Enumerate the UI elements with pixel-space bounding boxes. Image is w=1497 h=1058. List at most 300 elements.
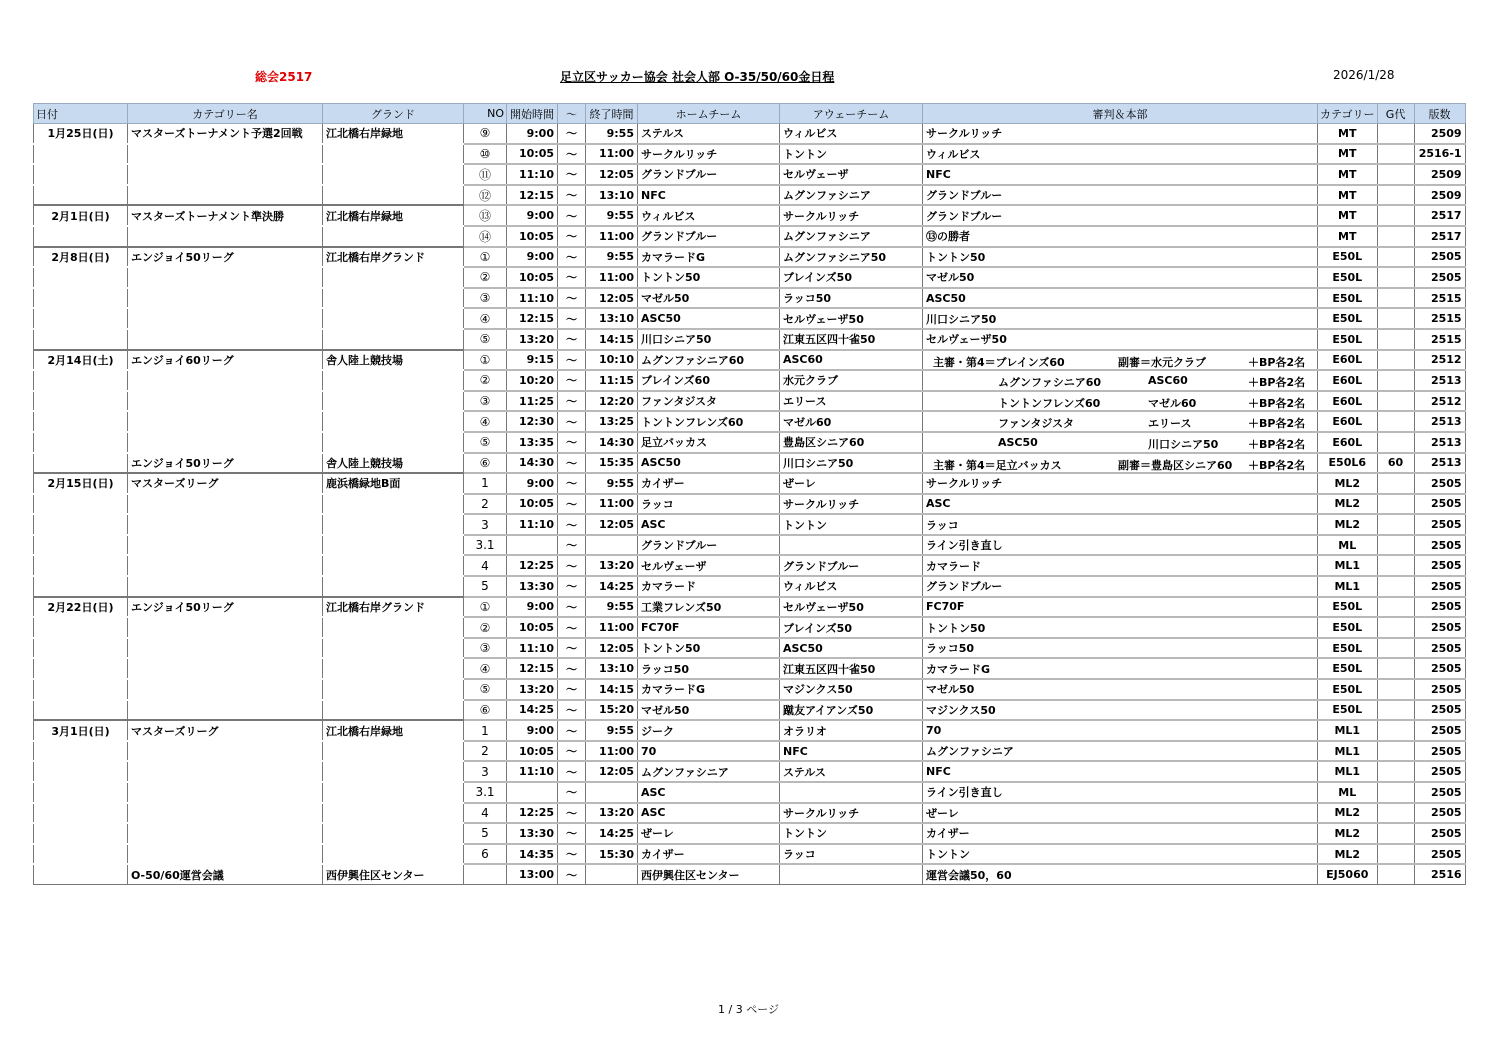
- cell-ground: 江北橋右岸グランド: [323, 597, 464, 618]
- cell-category-code: E60L: [1318, 370, 1378, 391]
- cell-home-team: ASC: [638, 803, 780, 824]
- cell-tilde: ～: [558, 411, 586, 432]
- cell-category-name: [128, 288, 323, 309]
- cell-version: 2505: [1414, 782, 1465, 803]
- cell-tilde: ～: [558, 432, 586, 453]
- cell-ground-fee: [1377, 329, 1414, 350]
- cell-category-name: [128, 370, 323, 391]
- cell-start-time: 12:25: [507, 555, 558, 576]
- cell-tilde: ～: [558, 617, 586, 638]
- table-row: [34, 494, 1466, 515]
- cell-referee: FC70F: [923, 597, 1318, 618]
- cell-away-team: ラッコ50: [780, 288, 923, 309]
- cell-category-code: ML1: [1318, 720, 1378, 741]
- cell-date: [34, 370, 128, 391]
- cell-no: ②: [464, 617, 507, 638]
- cell-tilde: ～: [558, 267, 586, 288]
- cell-date: 3月1日(日): [34, 720, 128, 741]
- cell-home-team: カマラードG: [638, 247, 780, 268]
- col-header-start-time: 開始時間: [507, 104, 558, 124]
- cell-start-time: 11:10: [507, 514, 558, 535]
- cell-ground-fee: [1377, 679, 1414, 700]
- referee-assistant: 副審＝豊島区シニア60: [1118, 458, 1233, 472]
- cell-ground-fee: [1377, 761, 1414, 782]
- cell-category-name: [128, 494, 323, 515]
- cell-category-code: E50L: [1318, 329, 1378, 350]
- cell-category-name: [128, 617, 323, 638]
- cell-ground-fee: [1377, 226, 1414, 247]
- cell-ground-fee: [1377, 124, 1414, 144]
- cell-no: ①: [464, 597, 507, 618]
- cell-category-name: [128, 803, 323, 824]
- cell-ground-fee: [1377, 535, 1414, 556]
- cell-end-time: 14:30: [586, 432, 638, 453]
- cell-category-code: EJ5060: [1318, 864, 1378, 884]
- referee-main: 主審・第4＝足立バッカス: [933, 458, 1062, 472]
- cell-category-name: マスターズトーナメント準決勝: [128, 205, 323, 226]
- table-row: [34, 288, 1466, 309]
- cell-category-code: MT: [1318, 205, 1378, 226]
- cell-start-time: 10:05: [507, 144, 558, 165]
- cell-date: [34, 658, 128, 679]
- cell-start-time: 13:20: [507, 329, 558, 350]
- cell-date: [34, 164, 128, 185]
- cell-tilde: ～: [558, 679, 586, 700]
- table-row: [34, 864, 1466, 884]
- cell-ground-fee: [1377, 803, 1414, 824]
- cell-referee: サークルリッチ: [923, 124, 1318, 144]
- cell-end-time: 11:00: [586, 267, 638, 288]
- referee-assistant: 副審＝水元クラブ: [1118, 355, 1206, 369]
- cell-date: 2月14日(土): [34, 350, 128, 371]
- cell-start-time: 13:30: [507, 823, 558, 844]
- cell-version: 2505: [1414, 700, 1465, 721]
- cell-start-time: 10:05: [507, 617, 558, 638]
- cell-home-team: ステルス: [638, 124, 780, 144]
- cell-category-name: [128, 185, 323, 206]
- cell-category-name: [128, 844, 323, 865]
- cell-home-team: 工業フレンズ50: [638, 597, 780, 618]
- cell-ground: [323, 432, 464, 453]
- cell-ground-fee: [1377, 864, 1414, 884]
- cell-date: [34, 185, 128, 206]
- col-header-category-code: カテゴリー: [1318, 104, 1378, 124]
- cell-referee: グランドブルー: [923, 185, 1318, 206]
- cell-end-time: 11:00: [586, 494, 638, 515]
- cell-date: 2月15日(日): [34, 473, 128, 494]
- cell-end-time: 11:00: [586, 741, 638, 762]
- cell-ground: 舎人陸上競技場: [323, 350, 464, 371]
- cell-start-time: 13:20: [507, 679, 558, 700]
- cell-referee: ムグンファシニア: [923, 741, 1318, 762]
- cell-category-name: エンジョイ60リーグ: [128, 350, 323, 371]
- cell-ground: [323, 803, 464, 824]
- cell-away-team: ムグンファシニア50: [780, 247, 923, 268]
- cell-category-code: MT: [1318, 124, 1378, 144]
- cell-start-time: 12:25: [507, 803, 558, 824]
- cell-tilde: ～: [558, 370, 586, 391]
- cell-end-time: 12:05: [586, 761, 638, 782]
- cell-end-time: [586, 535, 638, 556]
- cell-ground-fee: [1377, 700, 1414, 721]
- cell-away-team: ウィルビス: [780, 576, 923, 597]
- cell-category-code: ML2: [1318, 494, 1378, 515]
- cell-ground: [323, 782, 464, 803]
- cell-tilde: ～: [558, 124, 586, 144]
- cell-no: ⑬: [464, 205, 507, 226]
- cell-away-team: サークルリッチ: [780, 494, 923, 515]
- cell-ground-fee: [1377, 823, 1414, 844]
- cell-ground: [323, 638, 464, 659]
- cell-away-team: エリース: [780, 391, 923, 412]
- col-header-ground-fee: G代: [1377, 104, 1414, 124]
- cell-home-team: カイザー: [638, 844, 780, 865]
- cell-tilde: ～: [558, 720, 586, 741]
- cell-ground: [323, 555, 464, 576]
- cell-category-name: O-50/60運営会議: [128, 864, 323, 884]
- cell-away-team: NFC: [780, 741, 923, 762]
- cell-no: ②: [464, 370, 507, 391]
- cell-start-time: 9:00: [507, 720, 558, 741]
- cell-version: 2505: [1414, 514, 1465, 535]
- cell-ground: [323, 761, 464, 782]
- cell-ground-fee: [1377, 288, 1414, 309]
- cell-end-time: 12:05: [586, 288, 638, 309]
- cell-start-time: 9:00: [507, 473, 558, 494]
- cell-away-team: セルヴェーザ: [780, 164, 923, 185]
- cell-start-time: 11:10: [507, 638, 558, 659]
- referee-bp: ＋BP各2名: [1248, 417, 1306, 431]
- table-row: [34, 391, 1466, 412]
- cell-no: ①: [464, 350, 507, 371]
- cell-category-name: [128, 700, 323, 721]
- cell-home-team: 足立バッカス: [638, 432, 780, 453]
- cell-tilde: ～: [558, 782, 586, 803]
- cell-tilde: ～: [558, 700, 586, 721]
- table-row: [34, 700, 1466, 721]
- cell-ground-fee: [1377, 658, 1414, 679]
- cell-ground-fee: [1377, 247, 1414, 268]
- cell-referee: カイザー: [923, 823, 1318, 844]
- cell-date: [34, 617, 128, 638]
- cell-start-time: 14:25: [507, 700, 558, 721]
- cell-category-name: エンジョイ50リーグ: [128, 247, 323, 268]
- cell-category-code: MT: [1318, 144, 1378, 165]
- cell-category-name: [128, 555, 323, 576]
- cell-no: 1: [464, 473, 507, 494]
- cell-end-time: 11:00: [586, 226, 638, 247]
- referee-bp: ＋BP各2名: [1248, 437, 1306, 451]
- referee-main: ムグンファシニア60: [998, 376, 1102, 390]
- cell-ground: [323, 617, 464, 638]
- cell-referee: グランドブルー: [923, 576, 1318, 597]
- cell-ground: [323, 267, 464, 288]
- cell-no: 2: [464, 494, 507, 515]
- table-body: [34, 124, 1466, 885]
- cell-version: 2516-1: [1414, 144, 1465, 165]
- cell-version: 2505: [1414, 679, 1465, 700]
- cell-away-team: 江東五区四十雀50: [780, 329, 923, 350]
- table-row: [34, 370, 1466, 391]
- cell-referee: 川口シニア50: [923, 308, 1318, 329]
- cell-away-team: ブレインズ50: [780, 617, 923, 638]
- cell-category-name: [128, 823, 323, 844]
- cell-date: [34, 679, 128, 700]
- cell-away-team: ステルス: [780, 761, 923, 782]
- referee-bp: ＋BP各2名: [1248, 355, 1306, 369]
- cell-tilde: ～: [558, 576, 586, 597]
- cell-category-code: MT: [1318, 164, 1378, 185]
- cell-date: [34, 288, 128, 309]
- table-row: [34, 576, 1466, 597]
- cell-tilde: ～: [558, 473, 586, 494]
- cell-tilde: ～: [558, 658, 586, 679]
- cell-home-team: NFC: [638, 185, 780, 206]
- table-row: [34, 205, 1466, 226]
- cell-away-team: ブレインズ50: [780, 267, 923, 288]
- cell-referee: 運営会議50，60: [923, 864, 1318, 884]
- cell-end-time: 13:20: [586, 555, 638, 576]
- cell-version: 2505: [1414, 823, 1465, 844]
- cell-version: 2505: [1414, 741, 1465, 762]
- cell-category-code: MT: [1318, 226, 1378, 247]
- cell-tilde: ～: [558, 391, 586, 412]
- cell-tilde: ～: [558, 803, 586, 824]
- cell-start-time: 13:30: [507, 576, 558, 597]
- cell-away-team: セルヴェーザ50: [780, 308, 923, 329]
- cell-category-name: [128, 267, 323, 288]
- cell-start-time: 14:30: [507, 453, 558, 474]
- cell-category-name: [128, 226, 323, 247]
- cell-referee: [923, 453, 1318, 474]
- cell-category-code: E60L: [1318, 411, 1378, 432]
- cell-category-name: マスターズトーナメント予選2回戦: [128, 124, 323, 144]
- cell-date: [34, 411, 128, 432]
- cell-away-team: 蹴友アイアンズ50: [780, 700, 923, 721]
- cell-no: ④: [464, 308, 507, 329]
- table-row: [34, 453, 1466, 474]
- cell-start-time: 14:35: [507, 844, 558, 865]
- cell-ground-fee: [1377, 370, 1414, 391]
- cell-referee: カマラード: [923, 555, 1318, 576]
- cell-tilde: ～: [558, 494, 586, 515]
- cell-referee: ウィルビス: [923, 144, 1318, 165]
- cell-ground: 鹿浜橋緑地B面: [323, 473, 464, 494]
- cell-ground-fee: [1377, 514, 1414, 535]
- cell-category-code: E50L6: [1318, 453, 1378, 474]
- cell-home-team: ジーク: [638, 720, 780, 741]
- cell-home-team: トントン50: [638, 267, 780, 288]
- cell-end-time: [586, 864, 638, 884]
- cell-category-code: ML1: [1318, 761, 1378, 782]
- cell-ground-fee: [1377, 576, 1414, 597]
- cell-ground: [323, 226, 464, 247]
- cell-away-team: ぜーレ: [780, 473, 923, 494]
- col-header-away-team: アウェーチーム: [780, 104, 923, 124]
- cell-tilde: ～: [558, 741, 586, 762]
- cell-tilde: ～: [558, 308, 586, 329]
- cell-ground: [323, 844, 464, 865]
- cell-tilde: ～: [558, 329, 586, 350]
- table-row: [34, 432, 1466, 453]
- cell-version: 2505: [1414, 555, 1465, 576]
- cell-category-name: [128, 514, 323, 535]
- cell-date: [34, 638, 128, 659]
- table-row: [34, 535, 1466, 556]
- cell-ground-fee: [1377, 164, 1414, 185]
- page-title: 足立区サッカー協会 社会人部 O-35/50/60金日程: [560, 70, 835, 84]
- cell-referee: [923, 370, 1318, 391]
- cell-category-name: [128, 308, 323, 329]
- cell-home-team: マゼル50: [638, 288, 780, 309]
- cell-category-name: [128, 329, 323, 350]
- cell-referee: ライン引き直し: [923, 535, 1318, 556]
- cell-category-name: エンジョイ50リーグ: [128, 453, 323, 474]
- cell-home-team: ASC50: [638, 308, 780, 329]
- cell-end-time: 9:55: [586, 247, 638, 268]
- cell-category-code: E50L: [1318, 267, 1378, 288]
- cell-category-code: MT: [1318, 185, 1378, 206]
- cell-category-code: E50L: [1318, 247, 1378, 268]
- cell-ground: [323, 288, 464, 309]
- table-row: [34, 638, 1466, 659]
- cell-end-time: 9:55: [586, 720, 638, 741]
- cell-category-code: E50L: [1318, 658, 1378, 679]
- cell-referee: [923, 391, 1318, 412]
- cell-end-time: 14:15: [586, 679, 638, 700]
- table-row: [34, 164, 1466, 185]
- cell-referee: 70: [923, 720, 1318, 741]
- cell-referee: [923, 432, 1318, 453]
- cell-end-time: 12:05: [586, 514, 638, 535]
- cell-version: 2505: [1414, 803, 1465, 824]
- cell-category-code: E50L: [1318, 679, 1378, 700]
- cell-ground: 江北橋右岸緑地: [323, 124, 464, 144]
- table-row: [34, 514, 1466, 535]
- cell-end-time: 12:20: [586, 391, 638, 412]
- cell-tilde: ～: [558, 514, 586, 535]
- cell-start-time: 12:15: [507, 308, 558, 329]
- cell-version: 2513: [1414, 432, 1465, 453]
- cell-away-team: [780, 535, 923, 556]
- cell-category-code: ML2: [1318, 803, 1378, 824]
- cell-category-code: ML1: [1318, 576, 1378, 597]
- cell-version: 2505: [1414, 597, 1465, 618]
- cell-tilde: ～: [558, 638, 586, 659]
- cell-away-team: グランドブルー: [780, 555, 923, 576]
- cell-version: 2505: [1414, 247, 1465, 268]
- cell-start-time: 10:05: [507, 741, 558, 762]
- cell-referee: トントン50: [923, 617, 1318, 638]
- cell-referee: カマラードG: [923, 658, 1318, 679]
- cell-tilde: ～: [558, 205, 586, 226]
- cell-home-team: ラッコ: [638, 494, 780, 515]
- cell-away-team: ウィルビス: [780, 124, 923, 144]
- cell-home-team: ムグンファシニア60: [638, 350, 780, 371]
- cell-start-time: 9:00: [507, 124, 558, 144]
- cell-ground-fee: [1377, 411, 1414, 432]
- cell-home-team: FC70F: [638, 617, 780, 638]
- cell-category-code: ML2: [1318, 473, 1378, 494]
- cell-no: ④: [464, 658, 507, 679]
- cell-date: [34, 555, 128, 576]
- cell-version: 2513: [1414, 411, 1465, 432]
- cell-ground-fee: 60: [1377, 453, 1414, 474]
- cell-no: 3: [464, 761, 507, 782]
- cell-away-team: ラッコ: [780, 844, 923, 865]
- cell-category-code: E50L: [1318, 617, 1378, 638]
- cell-category-code: E50L: [1318, 597, 1378, 618]
- cell-start-time: 12:15: [507, 185, 558, 206]
- cell-ground-fee: [1377, 638, 1414, 659]
- cell-date: 2月8日(日): [34, 247, 128, 268]
- cell-version: 2505: [1414, 494, 1465, 515]
- cell-no: 2: [464, 741, 507, 762]
- cell-category-code: ML2: [1318, 823, 1378, 844]
- cell-referee: ASC50: [923, 288, 1318, 309]
- cell-ground: [323, 679, 464, 700]
- cell-ground-fee: [1377, 555, 1414, 576]
- cell-category-name: マスターズリーグ: [128, 720, 323, 741]
- cell-referee: トントン50: [923, 247, 1318, 268]
- cell-ground: [323, 144, 464, 165]
- cell-end-time: 12:05: [586, 164, 638, 185]
- cell-ground: [323, 700, 464, 721]
- cell-date: [34, 494, 128, 515]
- table-row: [34, 411, 1466, 432]
- cell-no: ⑤: [464, 679, 507, 700]
- col-header-no: NO: [464, 104, 507, 124]
- cell-end-time: 9:55: [586, 597, 638, 618]
- cell-away-team: ASC60: [780, 350, 923, 371]
- cell-start-time: 10:05: [507, 494, 558, 515]
- cell-ground: [323, 411, 464, 432]
- cell-end-time: 14:25: [586, 576, 638, 597]
- col-header-end-time: 終了時間: [586, 104, 638, 124]
- table-row: [34, 308, 1466, 329]
- cell-no: ⑫: [464, 185, 507, 206]
- cell-tilde: ～: [558, 864, 586, 884]
- col-header-version: 版数: [1414, 104, 1465, 124]
- cell-category-name: [128, 761, 323, 782]
- cell-start-time: 11:10: [507, 761, 558, 782]
- cell-home-team: グランドブルー: [638, 164, 780, 185]
- cell-no: ⑥: [464, 700, 507, 721]
- cell-no: ③: [464, 391, 507, 412]
- cell-ground-fee: [1377, 308, 1414, 329]
- cell-version: 2505: [1414, 638, 1465, 659]
- page-number: 1 / 3 ページ: [718, 1003, 779, 1016]
- referee-main: ファンタジスタ: [998, 417, 1075, 431]
- table-row: [34, 124, 1466, 144]
- cell-tilde: ～: [558, 226, 586, 247]
- cell-referee: グランドブルー: [923, 205, 1318, 226]
- cell-ground: [323, 329, 464, 350]
- table-row: [34, 473, 1466, 494]
- cell-ground: 西伊興住区センター: [323, 864, 464, 884]
- cell-end-time: 13:20: [586, 803, 638, 824]
- cell-category-name: [128, 144, 323, 165]
- cell-referee: サークルリッチ: [923, 473, 1318, 494]
- cell-version: 2505: [1414, 761, 1465, 782]
- cell-home-team: グランドブルー: [638, 226, 780, 247]
- cell-home-team: カマラードG: [638, 679, 780, 700]
- cell-category-code: E60L: [1318, 432, 1378, 453]
- cell-category-name: [128, 782, 323, 803]
- col-header-tilde: ～: [558, 104, 586, 124]
- cell-category-code: ML2: [1318, 514, 1378, 535]
- cell-ground-fee: [1377, 185, 1414, 206]
